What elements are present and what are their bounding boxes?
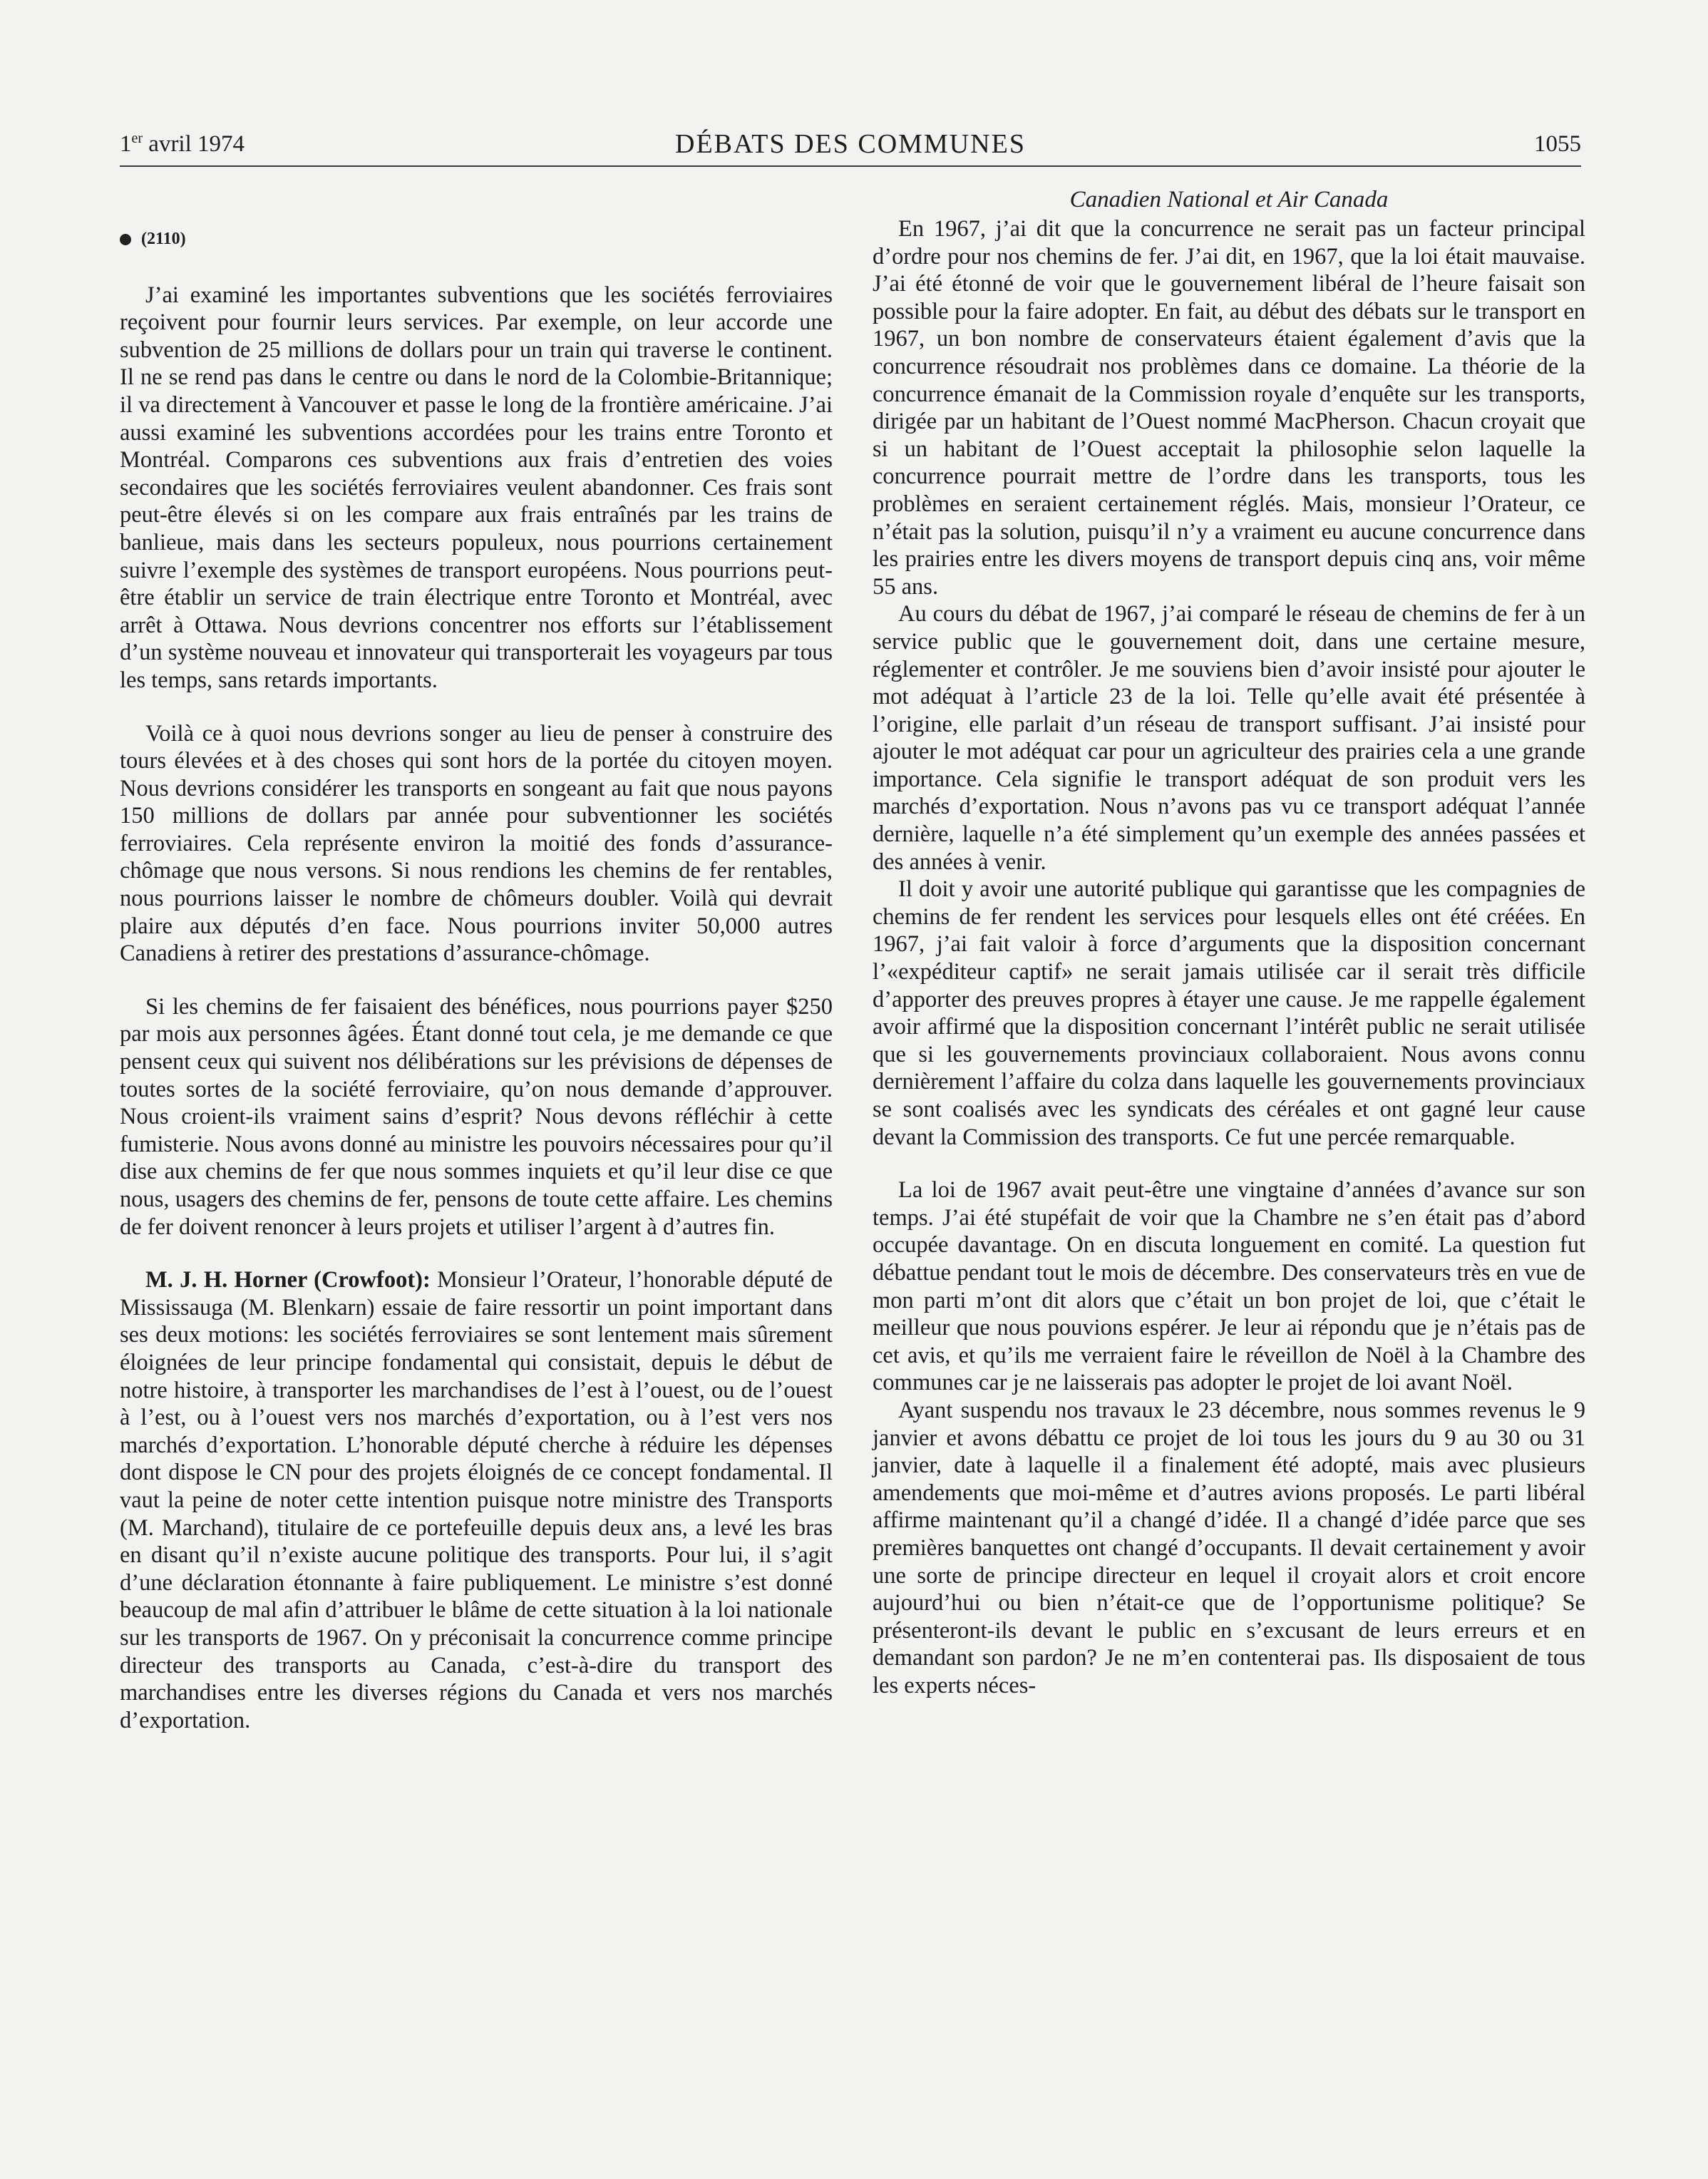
paragraph: Il doit y avoir une autorité publique qui garantisse que les compagnies de chemins de fer rendent les services pour lesquels elles ont été créées. En 1967, j’ai fait valoir à force d’arguments que la disposition concernant l’«expéditeur captif» ne serait jamais utilisée car il serait très difficile d’apporter des preuves propres à étayer une cause. Je me rappelle également avoir affirmé que la disposition concernant l’intérêt public ne serait utilisée que si les gouvernements provinciaux collaboraient. Nous avons connu dernièrement l’affaire du colza dans laquelle les gouvernements provinciaux se sont coalisés avec les syndicats des céréales et ont gagné leur cause devant la Commission des transports. Ce fut une percée remarquable. <box>873 876 1585 1150</box>
left-column <box>120 185 833 1734</box>
page-header <box>120 128 1581 167</box>
speech-text: Monsieur l’Orateur, l’honorable député de Mississauga (M. Blenkarn) essaie de faire ressortir un point important dans ses deux motions: les sociétés ferroviaires se sont lentement mais sûrement éloignées de leur principe fondamental qui consistait, depuis le début de notre histoire, à transporter les marchandises de l’est à l’ouest, ou de l’ouest à l’est, ou à l’ouest vers nos marchés d’exportation, ou à l’est vers nos marchés d’exportation. L’honorable député cherche à réduire les dépenses dont dispose le CN pour des projets éloignés de ce concept fondamental. Il vaut la peine de noter cette intention puisque notre ministre des Transports (M. Marchand), titulaire de ce portefeuille depuis deux ans, a levé les bras en disant qu’il n’existe aucune politique des transports. Pour lui, il s’agit d’une déclaration étonnante à faire publiquement. Le ministre s’est donné beaucoup de mal afin d’attribuer le blâme de cette situation à la loi nationale sur les transports de 1967. On y préconisait la concurrence comme principe directeur des transports au Canada, c’est-à-dire du transport des marchandises entre les diverses régions du Canada et vers nos marchés d’exportation. <box>120 1267 833 1733</box>
bullet-icon <box>120 234 131 245</box>
paragraph: La loi de 1967 avait peut-être une vingtaine d’années d’avance sur son temps. J’ai été stupéfait de voir que la Chambre ne s’en était pas d’abord occupée davantage. On en discuta longuement en comité. La question fut débattue pendant tout le mois de décembre. Des conservateurs très en vue de mon parti m’ont dit alors que c’était un bon projet de loi, que c’était le meilleur que nous pouvions espérer. Je leur ai répondu que je n’étais pas de cet avis, et qu’ils me verraient faire le réveillon de Noël à la Chambre des communes car je ne laisserais pas adopter le projet de loi avant Noël. <box>873 1177 1585 1396</box>
speech-paragraph <box>120 1266 833 1734</box>
header-title: DÉBATS DES COMMUNES <box>675 129 1026 159</box>
header-date-superscript: er <box>131 130 143 146</box>
paragraph: J’ai examiné les importantes subventions que les sociétés ferroviaires reçoivent pour fournir leurs services. Par exemple, on leur accorde une subvention de 25 millions de dollars pour un train qui traverse le continent. Il ne se rend pas dans le centre ou dans le nord de la Colombie-Britannique; il va directement à Vancouver et passe le long de la frontière américaine. J’ai aussi examiné les subventions accordées pour les trains entre Toronto et Montréal. Comparons ces subventions aux frais d’entretien des voies secondaires que les sociétés ferroviaires veulent abandonner. Ces frais sont peut-être élevés si on les compare aux frais entraînés par les trains de banlieue, mais dans les secteurs populeux, nous pourrions certainement suivre l’exemple des systèmes de transport européens. Nous pourrions peut-être établir un service de train électrique entre Toronto et Montréal, avec arrêt à Ottawa. Nous devrions concentrer nos efforts sur l’établissement d’un système nouveau et innovateur qui transporterait les voyageurs par tous les temps, sans retards importants. <box>120 282 833 693</box>
section-subheading: Canadien National et Air Canada <box>1069 187 1389 212</box>
paragraph: Si les chemins de fer faisaient des bénéfices, nous pourrions payer $250 par mois aux personnes âgées. Étant donné tout cela, je me demande ce que pensent ceux qui suivent nos délibérations sur les prévisions de dépenses de toutes sortes de la société ferroviaire, qu’on nous demande d’approuver. Nous croient-ils vraiment sains d’esprit? Nous devons réfléchir à cette fumisterie. Nous avons donné au ministre les pouvoirs nécessaires pour qu’il dise aux chemins de fer que nous sommes inquiets et qu’il leur dise ce que nous, usagers des chemins de fer, pensons de toute cette affaire. Les chemins de fer doivent renoncer à leurs projets et utiliser l’argent à d’autres fin. <box>120 993 833 1240</box>
paragraph: Voilà ce à quoi nous devrions songer au lieu de penser à construire des tours élevées et à des choses qui sont hors de la portée du citoyen moyen. Nous devrions considérer les transports en songeant au fait que nous payons 150 millions de dollars par année pour subventionner les sociétés ferroviaires. Cela représente environ la moitié des fonds d’assurance-chômage que nous versons. Si nous rendions les chemins de fer rentables, nous pourrions laisser le nombre de chômeurs doubler. Voilà qui devrait plaire aux députés d’en face. Nous pourrions inviter 50,000 autres Canadiens à retirer des prestations d’assurance-chômage. <box>120 720 833 967</box>
page-number: 1055 <box>1534 131 1581 157</box>
right-column <box>873 185 1585 1699</box>
header-date-day: 1 <box>120 131 132 157</box>
header-date-month-year: avril 1974 <box>143 131 245 157</box>
time-marker <box>120 225 833 253</box>
speaker-name: M. J. H. Horner (Crowfoot): <box>145 1267 431 1293</box>
time-marker-label: (2110) <box>141 230 186 248</box>
paragraph: Ayant suspendu nos travaux le 23 décembre, nous sommes revenus le 9 janvier et avons débattu ce projet de loi tous les jours du 9 au 30 ou 31 janvier, date à laquelle il a finalement été adopté, mais avec plusieurs amendements que moi-même et d’autres avions proposés. Le parti libéral affirme maintenant qu’il a changé d’idée. Il a changé d’idée parce que ses premières banquettes ont changé d’occupants. Il devait certainement y avoir une sorte de principe directeur en lequel il croyait alors et croit encore aujourd’hui ou bien n’était-ce que de l’opportunisme politique? Se présenteront-ils devant le public en s’excusant de leurs erreurs et en demandant son pardon? Je ne m’en contenterai pas. Ils disposaient de tous les experts néces- <box>873 1397 1585 1698</box>
paragraph: Au cours du débat de 1967, j’ai comparé le réseau de chemins de fer à un service public que le gouvernement doit, dans une certaine mesure, réglementer et contrôler. Je me souviens bien d’avoir insisté pour ajouter le mot adéquat à l’article 23 de la loi. Telle qu’elle avait été présentée à l’origine, elle parlait d’un réseau de transport suffisant. J’ai insisté pour ajouter le mot adéquat car pour un agriculteur des prairies cela a une grande importance. Cela signifie le transport adéquat de son produit vers les marchés d’exportation. Nous n’avons pas vu ce transport adéquat l’année dernière, laquelle n’a été simplement qu’un exemple des années passées et des années à venir. <box>873 601 1585 875</box>
paragraph: En 1967, j’ai dit que la concurrence ne serait pas un facteur principal d’ordre pour nos chemins de fer. J’ai dit, en 1967, que la loi était mauvaise. J’ai été étonné de voir que le gouvernement libéral de l’heure faisait son possible pour la faire adopter. En fait, au début des débats sur le transport en 1967, un bon nombre de conservateurs étaient également d’avis que la concurrence résoudrait nos problèmes dans ce domaine. La théorie de la concurrence émanait de la Commission royale d’enquête sur les transports, dirigée par un habitant de l’Ouest nommé MacPherson. Chacun croyait que si un habitant de l’Ouest acceptait la philosophie selon laquelle la concurrence pourrait mettre de l’ordre dans les transports, tous les problèmes en seraient certainement réglés. Mais, monsieur l’Orateur, ce n’était pas la solution, puisqu’il n’y a vraiment eu aucune concurrence dans les prairies entre les divers moyens de transport depuis cinq ans, voir même 55 ans. <box>873 216 1585 600</box>
